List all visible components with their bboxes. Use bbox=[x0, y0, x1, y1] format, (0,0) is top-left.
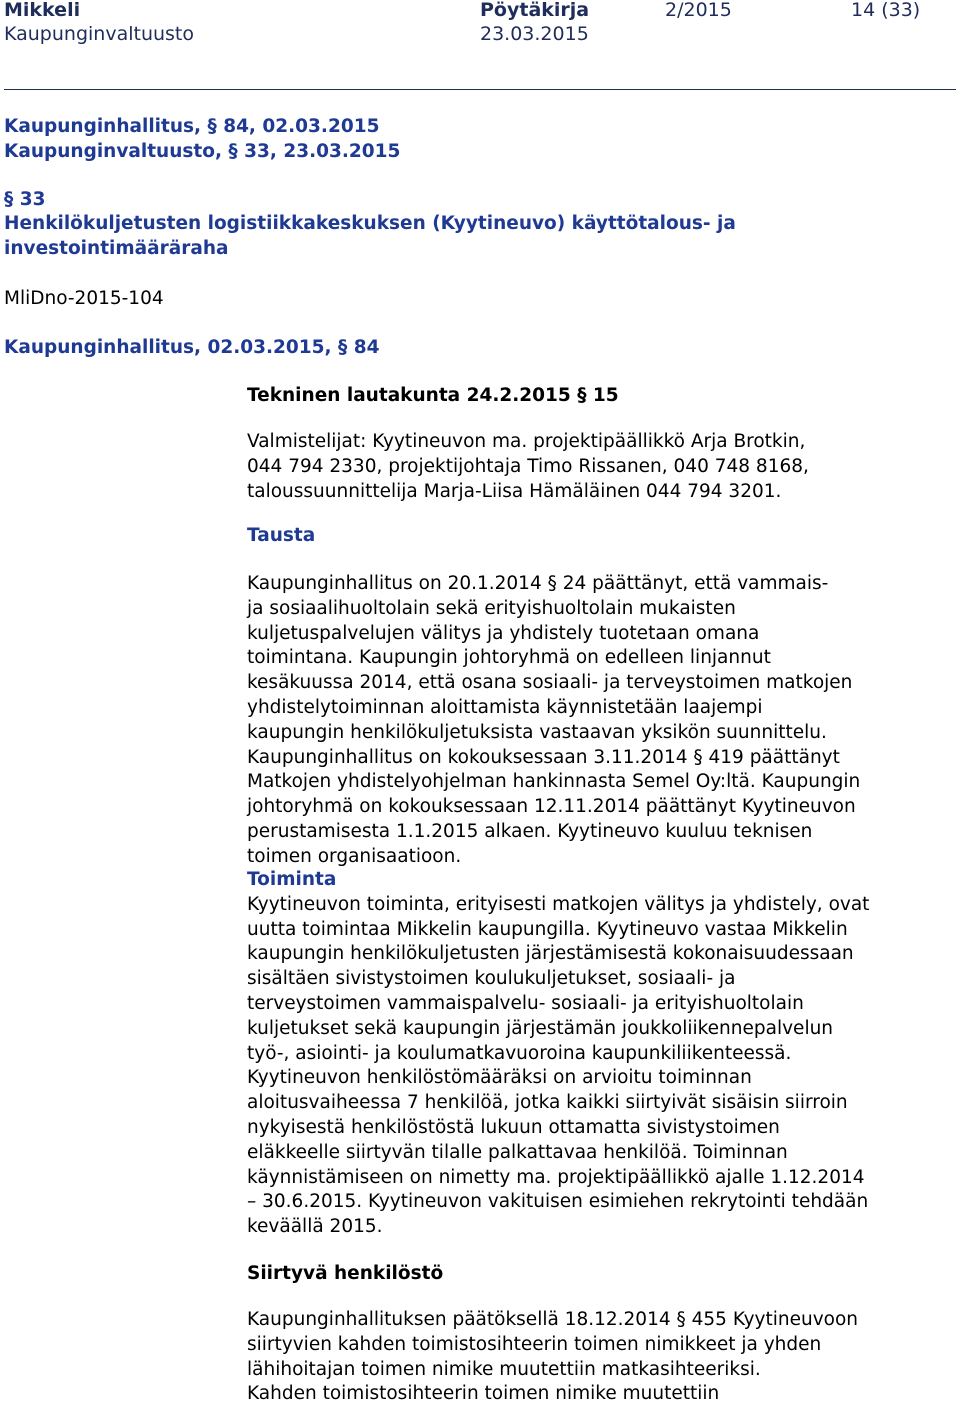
paragraph-line: kaupungin henkilökuljetusten järjestämisestä kokonaisuudessaan bbox=[247, 943, 854, 965]
board-meeting-line: Kaupunginhallitus, 02.03.2015, § 84 bbox=[4, 337, 380, 358]
reference-council: Kaupunginvaltuusto, § 33, 23.03.2015 bbox=[4, 141, 401, 162]
committee-line: Tekninen lautakunta 24.2.2015 § 15 bbox=[247, 385, 619, 406]
paragraph-line: sisältäen sivistystoimen koulukuljetukset, sosiaali- ja bbox=[247, 968, 736, 990]
header-body: Kaupunginvaltuusto bbox=[4, 23, 195, 45]
siirtyva-paragraph bbox=[247, 1308, 947, 1407]
preparers bbox=[247, 430, 947, 504]
section-heading-siirtyva-henkilosto: Siirtyvä henkilöstö bbox=[247, 1263, 444, 1284]
header-date: 23.03.2015 bbox=[480, 23, 589, 45]
preparers-line: 044 794 2330, projektijohtaja Timo Rissanen, 040 748 8168, bbox=[247, 455, 809, 477]
header-doc-type: Pöytäkirja bbox=[480, 0, 590, 21]
paragraph-line: uutta toimintaa Mikkelin kaupungilla. Kyytineuvo vastaa Mikkelin bbox=[247, 918, 848, 940]
paragraph-line: Kahden toimistosihteerin toimen nimike muutettiin bbox=[247, 1383, 720, 1405]
paragraph-line: käynnistämiseen on nimetty ma. projektipäällikkö ajalle 1.12.2014 bbox=[247, 1166, 865, 1188]
item-number: § 33 bbox=[4, 189, 46, 210]
paragraph-line: lähihoitajan toimen nimike muutettiin matkasihteeriksi. bbox=[247, 1358, 761, 1380]
header-page: 14 (33) bbox=[851, 0, 921, 21]
header-number: 2/2015 bbox=[665, 0, 732, 21]
paragraph-line: aloitusvaiheessa 7 henkilöä, jotka kaikki siirtyivät sisäisin siirroin bbox=[247, 1092, 848, 1114]
paragraph-line: eläkkeelle siirtyvän tilalle palkattavaa henkilöä. Toiminnan bbox=[247, 1141, 788, 1163]
paragraph-line: Kaupunginhallitus on 20.1.2014 § 24 päättänyt, että vammais- bbox=[247, 573, 829, 594]
paragraph-line: työ-, asiointi- ja koulumatkavuoroina kaupunkiliikenteessä. bbox=[247, 1042, 792, 1064]
paragraph-line: perustamisesta 1.1.2015 alkaen. Kyytineuvo kuuluu teknisen bbox=[247, 820, 813, 842]
paragraph-line: johtoryhmä on kokouksessaan 12.11.2014 päättänyt Kyytineuvon bbox=[247, 796, 856, 818]
header-divider bbox=[4, 89, 956, 90]
toiminta-block bbox=[247, 868, 947, 1240]
paragraph-line: nykyisestä henkilöstöstä lukuun ottamatta sivistystoimen bbox=[247, 1116, 780, 1138]
paragraph-line: ja sosiaalihuoltolain sekä erityishuoltolain mukaisten bbox=[247, 597, 736, 619]
paragraph-line: yhdistelytoiminnan aloittamista käynnistetään laajempi bbox=[247, 696, 763, 718]
item-title-line-2: investointimääräraha bbox=[4, 238, 229, 259]
tausta-paragraph bbox=[247, 572, 947, 870]
paragraph-line: kesäkuussa 2014, että osana sosiaali- ja terveystoimen matkojen bbox=[247, 672, 853, 694]
paragraph-line: toimen organisaatioon. bbox=[247, 845, 462, 867]
paragraph-line: Kyytineuvon henkilöstömääräksi on arvioitu toiminnan bbox=[247, 1067, 752, 1089]
section-heading-toiminta: Toiminta bbox=[247, 869, 337, 890]
paragraph-line: keväällä 2015. bbox=[247, 1216, 383, 1238]
paragraph-line: siirtyvien kahden toimistosihteerin toimen nimikkeet ja yhden bbox=[247, 1333, 822, 1355]
record-number: MliDno-2015-104 bbox=[4, 288, 164, 309]
paragraph-line: Kaupunginhallitus on kokouksessaan 3.11.2014 § 419 päättänyt bbox=[247, 746, 840, 768]
paragraph-line: Matkojen yhdistelyohjelman hankinnasta Semel Oy:ltä. Kaupungin bbox=[247, 771, 861, 793]
reference-board: Kaupunginhallitus, § 84, 02.03.2015 bbox=[4, 116, 380, 137]
paragraph-line: kuljetukset sekä kaupungin järjestämän joukkoliikennepalvelun bbox=[247, 1017, 834, 1039]
paragraph-line: toimintana. Kaupungin johtoryhmä on edelleen linjannut bbox=[247, 647, 771, 669]
paragraph-line: kaupungin henkilökuljetuksista vastaavan yksikön suunnittelu. bbox=[247, 721, 827, 743]
paragraph-line: kuljetuspalvelujen välitys ja yhdistely tuotetaan omana bbox=[247, 622, 760, 644]
section-heading-tausta: Tausta bbox=[247, 525, 316, 546]
paragraph-line: – 30.6.2015. Kyytineuvon vakituisen esimiehen rekrytointi tehdään bbox=[247, 1191, 869, 1213]
preparers-line: taloussuunnittelija Marja-Liisa Hämäläinen 044 794 3201. bbox=[247, 480, 782, 502]
paragraph-line: Kaupunginhallituksen päätöksellä 18.12.2014 § 455 Kyytineuvoon bbox=[247, 1309, 859, 1330]
paragraph-line: Kyytineuvon toiminta, erityisesti matkojen välitys ja yhdistely, ovat bbox=[247, 893, 870, 915]
preparers-line: Valmistelijat: Kyytineuvon ma. projektipäällikkö Arja Brotkin, bbox=[247, 431, 806, 452]
item-title-line-1: Henkilökuljetusten logistiikkakeskuksen (Kyytineuvo) käyttötalous- ja bbox=[4, 213, 736, 234]
header-city: Mikkeli bbox=[4, 0, 81, 21]
paragraph-line: terveystoimen vammaispalvelu- sosiaali- ja erityishuoltolain bbox=[247, 992, 804, 1014]
